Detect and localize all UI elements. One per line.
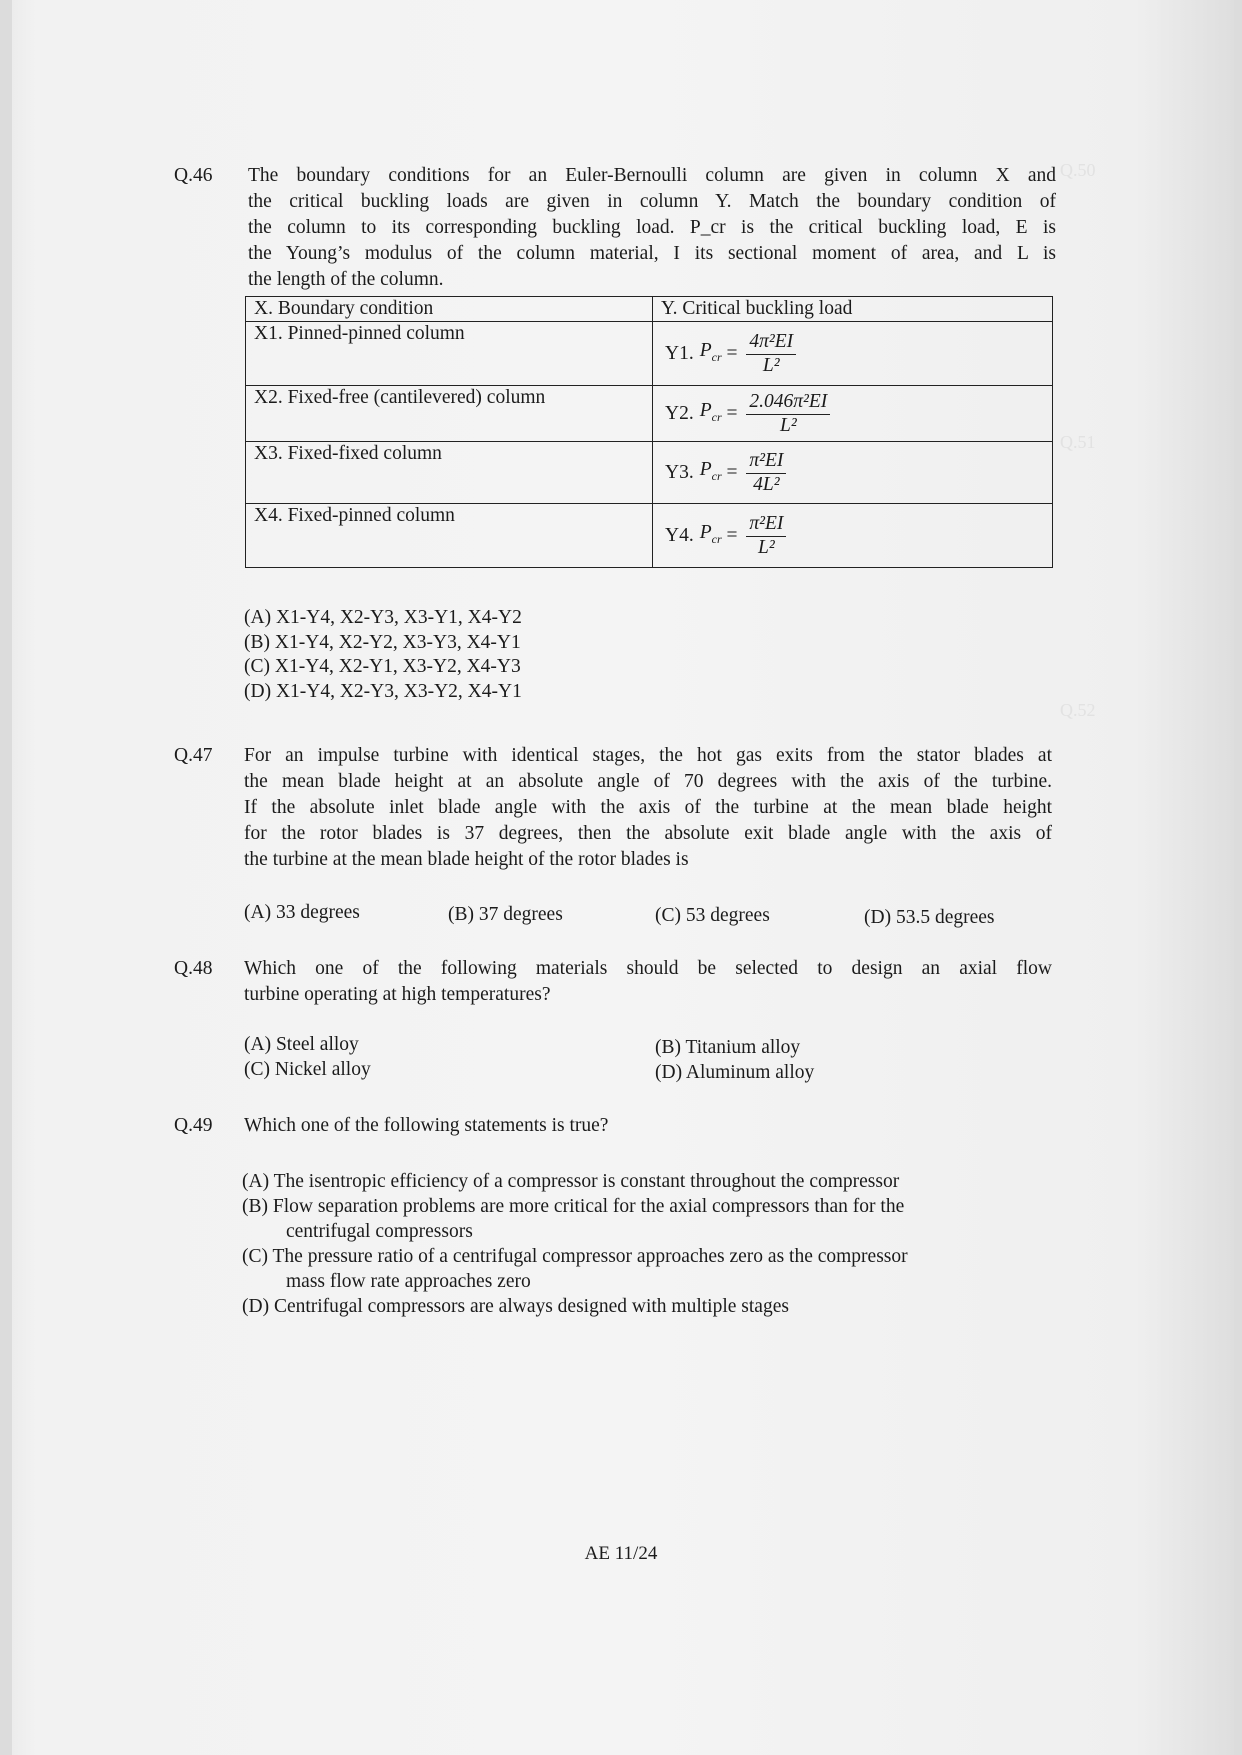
question-49-stem: Which one of the following statements is true?: [244, 1115, 609, 1136]
stem-line: turbine operating at high temperatures?: [244, 984, 551, 1005]
stem-line: the mean blade height at an absolute angle of 70 degrees with the axis of the turbine.: [244, 771, 1052, 792]
formula-label: Y4.: [665, 524, 694, 546]
formula-numerator: 4π²EI: [746, 330, 796, 355]
formula-denominator: 4L²: [753, 474, 780, 495]
formula-denominator: L²: [758, 537, 775, 558]
option-c[interactable]: (C) The pressure ratio of a centrifugal compressor approaches zero as the compressor: [242, 1246, 908, 1267]
option-d[interactable]: (D) Aluminum alloy: [655, 1062, 815, 1083]
question-number-48: Q.48: [174, 958, 213, 979]
buckling-load-y4: Y4. $P_{cr}$ = $\frac{\text{π²EI}}{\text{L²}}$: [653, 504, 1053, 568]
option-b[interactable]: (B) 37 degrees: [448, 904, 563, 925]
option-b[interactable]: (B) X1-Y4, X2-Y2, X3-Y3, X4-Y1: [244, 631, 521, 653]
bleed-through-text: Q.52: [1060, 700, 1096, 720]
bleed-through-text: Q.50: [1060, 160, 1096, 180]
formula-fraction: [746, 449, 786, 496]
option-d[interactable]: (D) Centrifugal compressors are always designed with multiple stages: [242, 1296, 789, 1317]
buckling-load-y2: Y2. $P_{cr}$ = $\frac{\text{2.046π²EI}}{\text{L²}}$: [653, 386, 1053, 442]
option-d[interactable]: (D) 53.5 degrees: [864, 907, 995, 928]
formula-numerator: π²EI: [746, 512, 786, 537]
buckling-load-y3: Y3. $P_{cr}$ = $\frac{\text{π²EI}}{\text{4L²}}$: [653, 442, 1053, 504]
table-row: [246, 504, 1053, 568]
option-b[interactable]: (B) Titanium alloy: [655, 1037, 801, 1058]
option-a[interactable]: (A) X1-Y4, X2-Y3, X3-Y1, X4-Y2: [244, 607, 522, 628]
stem-line: Which one of the following materials should be selected to design an axial flow: [244, 958, 1052, 979]
question-47-stem: [244, 743, 1052, 873]
matching-table: [245, 296, 1053, 568]
pcr-symbol: $P_{cr}$: [699, 399, 722, 424]
formula-denominator: L²: [762, 355, 780, 376]
table-header-row: [246, 297, 1053, 322]
question-48-stem: [244, 956, 1052, 1008]
question-number-47: Q.47: [174, 745, 213, 766]
question-46-options: [244, 606, 522, 704]
option-c-continued: mass flow rate approaches zero: [286, 1271, 531, 1292]
column-y-header: Y. Critical buckling load: [653, 297, 1053, 322]
boundary-condition-x4: X4. Fixed-pinned column: [246, 504, 653, 568]
option-b-continued: centrifugal compressors: [286, 1221, 473, 1242]
boundary-condition-x3: X3. Fixed-fixed column: [246, 442, 653, 504]
formula-label: Y3.: [665, 461, 694, 483]
table-row: [246, 442, 1053, 504]
stem-line: the length of the column.: [248, 269, 444, 290]
stem-line: for the rotor blades is 37 degrees, then the absolute exit blade angle with the axis of: [244, 823, 1052, 844]
stem-line: the critical buckling loads are given in column Y. Match the boundary condition of: [248, 191, 1056, 212]
question-number-46: Q.46: [174, 165, 213, 186]
formula-fraction: [746, 390, 830, 437]
question-46-stem: [248, 163, 1056, 293]
pcr-symbol: $P_{cr}$: [699, 458, 722, 483]
column-x-header: X. Boundary condition: [246, 297, 653, 322]
question-49-options: [242, 1169, 908, 1319]
option-b[interactable]: (B) Flow separation problems are more critical for the axial compressors than for the: [242, 1196, 905, 1217]
option-c[interactable]: (C) X1-Y4, X2-Y1, X3-Y2, X4-Y3: [244, 656, 521, 677]
option-a[interactable]: (A) The isentropic efficiency of a compressor is constant throughout the compressor: [242, 1171, 900, 1192]
pcr-symbol: $P_{cr}$: [699, 339, 722, 364]
stem-line: the Young’s modulus of the column material, I its sectional moment of area, and L is: [248, 243, 1056, 264]
formula-fraction: [746, 512, 786, 559]
formula-label: Y2.: [665, 402, 694, 424]
option-a[interactable]: (A) 33 degrees: [244, 902, 360, 923]
buckling-load-y1: Y1. $P_{cr}$ = $\frac{\text{4π²EI}}{\text{L²}}$: [653, 322, 1053, 386]
pcr-symbol: $P_{cr}$: [699, 521, 722, 546]
page-footer: AE 11/24: [584, 1543, 658, 1564]
option-a[interactable]: (A) Steel alloy: [244, 1034, 359, 1055]
formula-denominator: L²: [779, 415, 797, 436]
boundary-condition-x1: X1. Pinned-pinned column: [246, 322, 653, 386]
table-row: [246, 386, 1053, 442]
stem-line: If the absolute inlet blade angle with the axis of the turbine at the mean blade height: [244, 797, 1052, 818]
table-row: [246, 322, 1053, 386]
bleed-through-text: Q.51: [1060, 432, 1096, 452]
stem-line: the turbine at the mean blade height of the rotor blades is: [244, 849, 689, 870]
option-d[interactable]: (D) X1-Y4, X2-Y3, X3-Y2, X4-Y1: [244, 680, 522, 702]
formula-numerator: 2.046π²EI: [746, 390, 830, 415]
stem-line: The boundary conditions for an Euler-Bernoulli column are given in column X and: [248, 165, 1056, 186]
stem-line: the column to its corresponding buckling load. P_cr is the critical buckling load, E is: [248, 217, 1056, 238]
option-c[interactable]: (C) 53 degrees: [655, 905, 770, 926]
option-c[interactable]: (C) Nickel alloy: [244, 1059, 371, 1080]
stem-line: For an impulse turbine with identical stages, the hot gas exits from the stator blades at: [244, 745, 1052, 766]
formula-label: Y1.: [665, 342, 694, 364]
question-number-49: Q.49: [174, 1115, 213, 1136]
formula-numerator: π²EI: [746, 449, 786, 474]
formula-fraction: [746, 330, 796, 377]
boundary-condition-x2: X2. Fixed-free (cantilevered) column: [246, 386, 653, 442]
